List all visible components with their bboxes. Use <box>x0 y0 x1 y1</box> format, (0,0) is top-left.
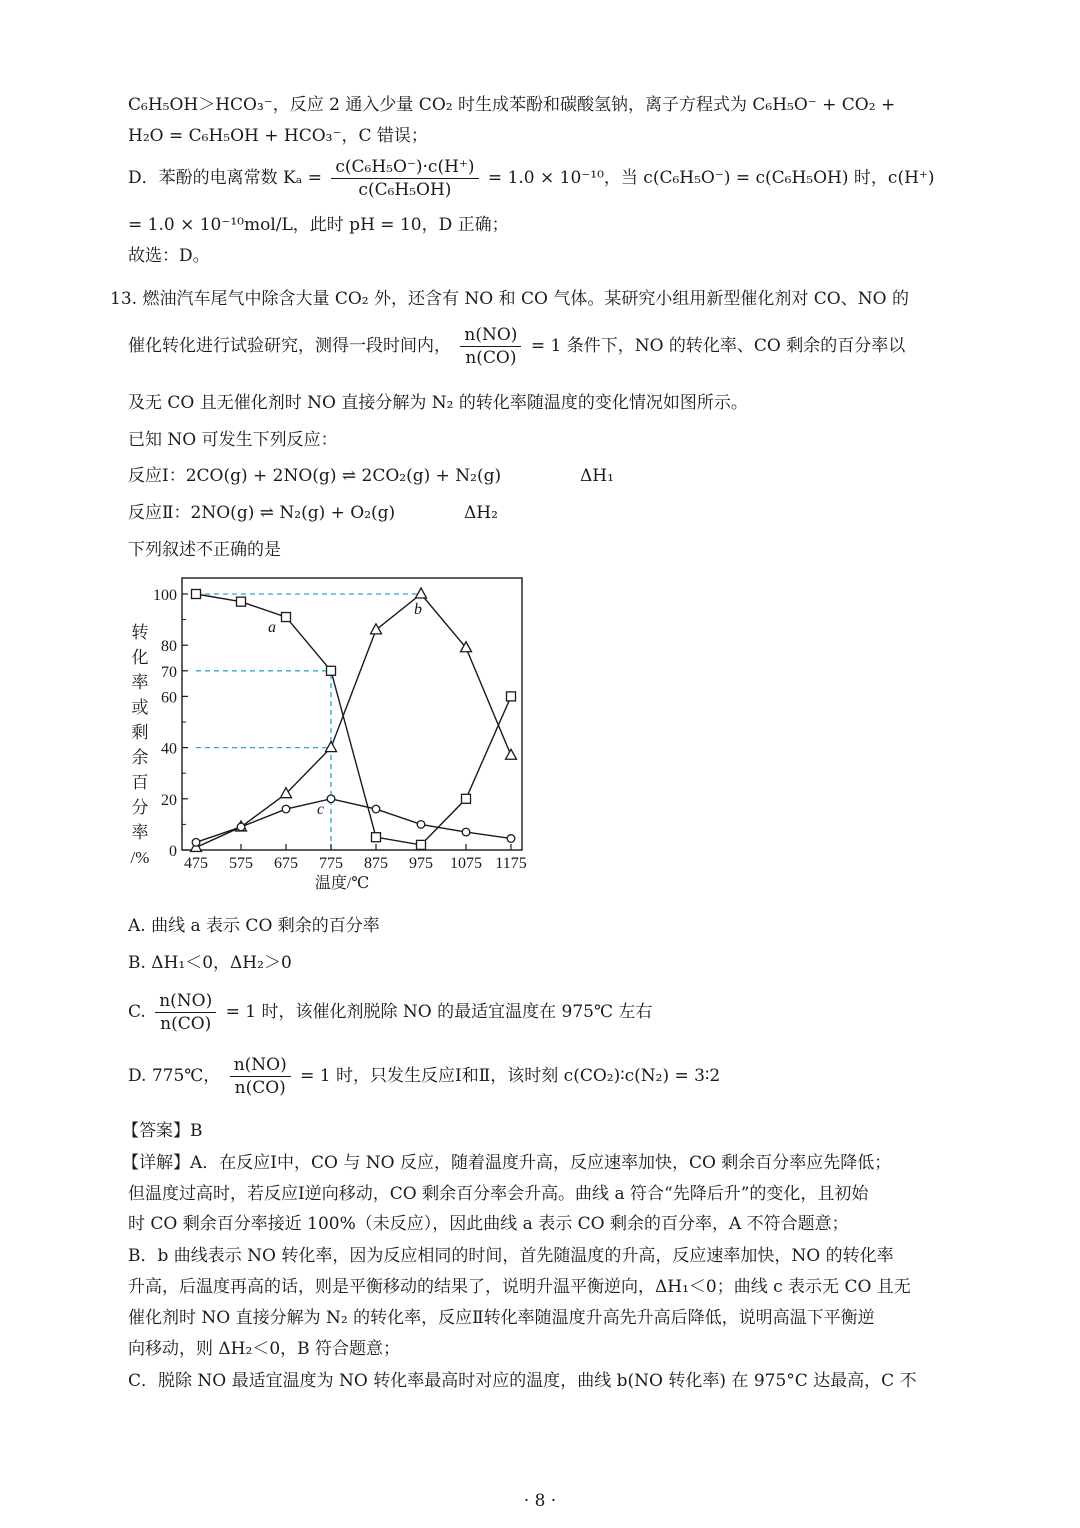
point-a-975 <box>417 840 426 849</box>
text-line-2: H₂O = C₆H₅OH + HCO₃⁻，C 错误； <box>128 126 428 146</box>
y-label-char-0: 转 <box>131 623 149 642</box>
series-label-a: a <box>268 619 276 636</box>
point-c-1175 <box>507 835 515 843</box>
y-label-char-3: 或 <box>131 698 149 717</box>
point-c-975 <box>417 821 425 829</box>
option-c-text: = 1 时，该催化剂脱除 NO 的最适宜温度在 975℃ 左右 <box>225 1002 653 1022</box>
series-label-c: c <box>317 801 325 818</box>
y-tick-label-60: 60 <box>161 689 177 707</box>
x-tick-label-1075: 1075 <box>450 855 482 872</box>
point-a-875 <box>372 833 381 842</box>
point-a-575 <box>237 597 246 606</box>
point-c-475 <box>192 839 200 847</box>
question-13-line-2 <box>128 324 905 369</box>
y-label-char-9: /% <box>130 848 150 867</box>
y-tick-label-0: 0 <box>169 843 177 860</box>
ka-label: D．苯酚的电离常数 Kₐ = <box>128 168 322 188</box>
point-a-675 <box>282 613 291 622</box>
option-c-letter: C. <box>128 1002 146 1022</box>
y-label-char-2: 率 <box>131 673 149 692</box>
point-c-875 <box>372 805 380 813</box>
point-c-675 <box>282 805 290 813</box>
text-line-3 <box>128 156 935 201</box>
y-label-char-5: 余 <box>131 748 149 767</box>
option-d-denominator: n(CO) <box>234 1078 286 1098</box>
explanation-line-2: 但温度过高时，若反应Ⅰ逆向移动，CO 剩余百分率会升高。曲线 a 符合“先降后升”的变化，且初始 <box>128 1184 869 1204</box>
series-label-b: b <box>414 601 422 618</box>
reaction-2: 反应Ⅱ：2NO(g) ⇌ N₂(g) + O₂(g) <box>128 503 396 523</box>
option-c-fraction <box>155 990 216 1035</box>
x-tick-label-1175: 1175 <box>495 855 527 872</box>
reaction-2-enthalpy: ΔH₂ <box>464 503 498 523</box>
y-tick-label-20: 20 <box>161 791 177 809</box>
q13-text-b: = 1 条件下，NO 的转化率、CO 剩余的百分率以 <box>530 336 906 356</box>
point-a-1175 <box>507 692 516 701</box>
x-tick-label-475: 475 <box>184 855 208 872</box>
option-d-letter: D. 775℃， <box>128 1066 221 1086</box>
y-axis-ticks <box>153 587 188 860</box>
explanation-line-1: 【详解】A．在反应Ⅰ中，CO 与 NO 反应，随着温度升高，反应速率加快，CO 剩余百分率应先降低； <box>122 1153 892 1173</box>
text-line-5: 故选：D。 <box>128 246 210 266</box>
option-b: B. ΔH₁＜0，ΔH₂＞0 <box>128 953 292 973</box>
x-tick-label-775: 775 <box>319 855 343 872</box>
y-tick-label-40: 40 <box>161 740 177 758</box>
q13-ratio-numerator: n(NO) <box>460 324 521 347</box>
y-tick-label-100: 100 <box>153 587 177 604</box>
option-d-fraction <box>230 1054 291 1099</box>
point-b-1175 <box>506 749 517 759</box>
plot-frame <box>182 578 522 850</box>
option-c-denominator: n(CO) <box>160 1014 212 1034</box>
text-line-1: C₆H₅OH＞HCO₃⁻，反应 2 通入少量 CO₂ 时生成苯酚和碳酸氢钠，离子方程式为 C₆H₅O⁻ + CO₂ + <box>128 95 896 115</box>
explanation-line-6: 催化剂时 NO 直接分解为 N₂ 的转化率，反应Ⅱ转化率随温度升高先升高后降低，说明高温下平衡逆 <box>128 1308 875 1328</box>
point-a-775 <box>327 666 336 675</box>
series-line-b <box>196 594 511 847</box>
y-label-char-1: 化 <box>131 648 149 667</box>
q13-ratio-denominator: n(CO) <box>465 348 517 368</box>
option-d-text: = 1 时，只发生反应Ⅰ和Ⅱ，该时刻 c(CO₂)∶c(N₂) = 3∶2 <box>300 1066 721 1086</box>
point-b-775 <box>326 742 337 752</box>
question-13-line-1: 13. 燃油汽车尾气中除含大量 CO₂ 外，还含有 NO 和 CO 气体。某研究小组用新型催化剂对 CO、NO 的 <box>110 289 909 309</box>
x-axis-ticks <box>184 844 527 872</box>
reaction-1: 反应Ⅰ：2CO(g) + 2NO(g) ⇌ 2CO₂(g) + N₂(g) <box>128 466 502 486</box>
explanation-line-3: 时 CO 剩余百分率接近 100%（未反应），因此曲线 a 表示 CO 剩余的百分率，A 不符合题意； <box>128 1214 849 1234</box>
y-tick-label-80: 80 <box>161 638 177 656</box>
x-tick-label-875: 875 <box>364 855 388 872</box>
answer: 【答案】B <box>122 1121 203 1141</box>
reaction-1-enthalpy: ΔH₁ <box>580 466 614 486</box>
point-c-775 <box>327 795 335 803</box>
ka-fraction <box>331 156 478 201</box>
explanation-line-5: 升高，后温度再高的话，则是平衡移动的结果了，说明升温平衡逆向，ΔH₁＜0；曲线 c 表示无 CO 且无 <box>128 1277 911 1297</box>
q13-ratio-fraction <box>460 324 521 369</box>
ka-numerator: c(C₆H₅O⁻)·c(H⁺) <box>331 156 478 179</box>
y-label-char-6: 百 <box>131 773 149 792</box>
ka-value: = 1.0 × 10⁻¹⁰，当 c(C₆H₅O⁻) = c(C₆H₅OH) 时，c(H⁺) <box>487 168 935 188</box>
point-b-875 <box>371 624 382 634</box>
option-c <box>128 990 652 1035</box>
series-line-a <box>196 594 511 845</box>
text-line-4: = 1.0 × 10⁻¹⁰mol/L，此时 pH = 10，D 正确； <box>128 215 509 235</box>
point-c-575 <box>237 823 245 831</box>
y-axis-label <box>131 623 150 867</box>
conversion-chart <box>120 570 540 900</box>
option-d-numerator: n(NO) <box>230 1054 291 1077</box>
guide-lines <box>196 594 421 850</box>
question-prompt: 下列叙述不正确的是 <box>128 540 281 560</box>
q13-text-a: 催化转化进行试验研究，测得一段时间内， <box>128 336 451 356</box>
point-b-975 <box>416 588 427 598</box>
explanation-line-7: 向移动，则 ΔH₂＜0，B 符合题意； <box>128 1339 401 1359</box>
option-c-numerator: n(NO) <box>155 990 216 1013</box>
y-label-char-8: 率 <box>131 823 149 842</box>
point-a-1075 <box>462 794 471 803</box>
y-label-char-4: 剩 <box>131 723 149 742</box>
y-tick-label-70: 70 <box>161 663 177 681</box>
x-tick-label-675: 675 <box>274 855 298 872</box>
option-a: A. 曲线 a 表示 CO 剩余的百分率 <box>128 916 380 936</box>
question-13-line-4: 已知 NO 可发生下列反应： <box>128 430 338 450</box>
page-number: · 8 · <box>523 1491 557 1511</box>
x-tick-label-975: 975 <box>409 855 433 872</box>
explanation-line-8: C．脱除 NO 最适宜温度为 NO 转化率最高时对应的温度，曲线 b(NO 转化率) 在 975°C 达最高，C 不 <box>128 1371 917 1391</box>
option-d <box>128 1054 720 1099</box>
x-axis-label: 温度/℃ <box>314 875 370 892</box>
series-group <box>191 588 517 851</box>
y-label-char-7: 分 <box>131 798 149 817</box>
x-tick-label-575: 575 <box>229 855 253 872</box>
explanation-line-4: B．b 曲线表示 NO 转化率，因为反应相同的时间，首先随温度的升高，反应速率加快，NO 的转化率 <box>128 1246 894 1266</box>
question-13-line-3: 及无 CO 且无催化剂时 NO 直接分解为 N₂ 的转化率随温度的变化情况如图所示。 <box>128 393 748 413</box>
point-c-1075 <box>462 828 470 836</box>
ka-denominator: c(C₆H₅OH) <box>358 180 452 200</box>
point-a-475 <box>192 590 201 599</box>
